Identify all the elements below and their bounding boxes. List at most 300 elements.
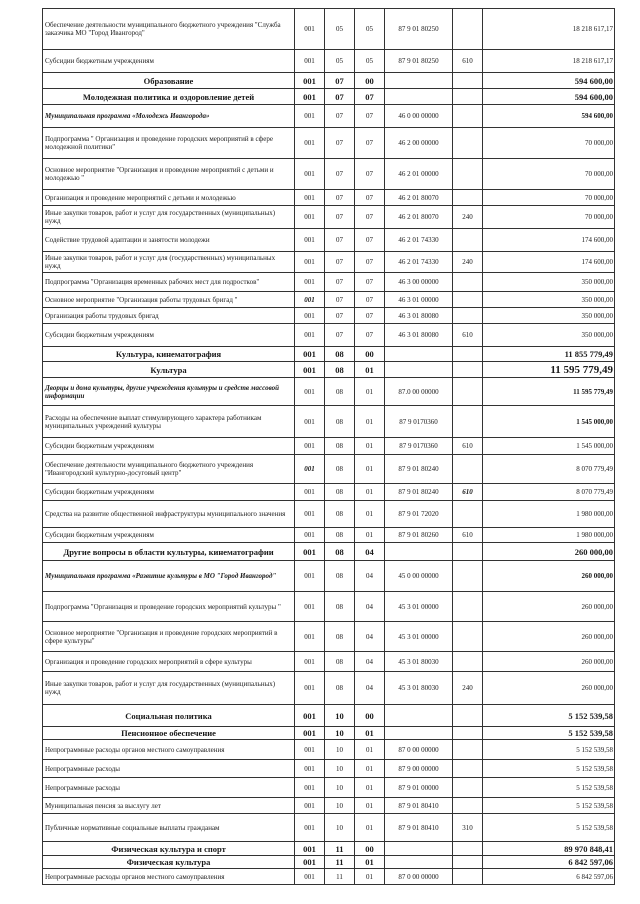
- cell-pr: 01: [355, 455, 385, 484]
- cell-ved: 001: [295, 229, 325, 252]
- cell-csr: 46 3 01 80080: [385, 308, 453, 324]
- cell-vr: [453, 73, 483, 89]
- cell-rz: 05: [325, 50, 355, 73]
- cell-vr: [453, 9, 483, 50]
- cell-vr: [453, 190, 483, 206]
- cell-ved: 001: [295, 760, 325, 778]
- cell-pr: 01: [355, 798, 385, 814]
- cell-amount: 594 600,00: [483, 105, 615, 128]
- cell-pr: 00: [355, 842, 385, 856]
- cell-amount: 5 152 539,58: [483, 778, 615, 798]
- cell-rz: 07: [325, 159, 355, 190]
- cell-rz: 07: [325, 105, 355, 128]
- cell-name: Культура, кинематография: [43, 347, 295, 362]
- cell-amount: 260 000,00: [483, 652, 615, 672]
- cell-ved: 001: [295, 672, 325, 705]
- cell-vr: 610: [453, 324, 483, 347]
- cell-amount: 260 000,00: [483, 592, 615, 622]
- cell-amount: 594 600,00: [483, 73, 615, 89]
- cell-rz: 07: [325, 324, 355, 347]
- cell-rz: 10: [325, 705, 355, 727]
- cell-ved: 001: [295, 50, 325, 73]
- cell-csr: 87 9 01 80260: [385, 528, 453, 543]
- cell-name: Средства на развитие общественной инфраструктуры муниципального значения: [43, 501, 295, 528]
- cell-vr: 610: [453, 438, 483, 455]
- cell-rz: 08: [325, 347, 355, 362]
- cell-amount: 18 218 617,17: [483, 50, 615, 73]
- cell-name: Социальная политика: [43, 705, 295, 727]
- cell-name: Обеспечение деятельности муниципального бюджетного учреждения "Служба заказчика МО "Город Ивангород": [43, 9, 295, 50]
- cell-rz: 08: [325, 543, 355, 561]
- cell-csr: 46 2 00 00000: [385, 128, 453, 159]
- cell-pr: 07: [355, 190, 385, 206]
- table-row: [43, 561, 615, 592]
- cell-amount: 8 070 779,49: [483, 455, 615, 484]
- cell-vr: [453, 543, 483, 561]
- cell-vr: [453, 292, 483, 308]
- cell-vr: [453, 455, 483, 484]
- cell-ved: 001: [295, 528, 325, 543]
- cell-vr: [453, 89, 483, 105]
- cell-rz: 07: [325, 206, 355, 229]
- cell-pr: 00: [355, 73, 385, 89]
- cell-csr: 87 9 0170360: [385, 438, 453, 455]
- cell-csr: 45 3 01 80030: [385, 652, 453, 672]
- cell-amount: 594 600,00: [483, 89, 615, 105]
- cell-name: Непрограммные расходы: [43, 760, 295, 778]
- table-row: [43, 273, 615, 292]
- cell-ved: 001: [295, 308, 325, 324]
- cell-pr: 01: [355, 740, 385, 760]
- table-row: [43, 292, 615, 308]
- cell-vr: [453, 347, 483, 362]
- cell-name: Физическая культура и спорт: [43, 842, 295, 856]
- cell-amount: 260 000,00: [483, 672, 615, 705]
- cell-pr: 07: [355, 206, 385, 229]
- cell-csr: 87 9 01 72020: [385, 501, 453, 528]
- cell-amount: 350 000,00: [483, 273, 615, 292]
- cell-amount: 6 842 597,06: [483, 869, 615, 885]
- cell-pr: 01: [355, 406, 385, 438]
- cell-ved: 001: [295, 89, 325, 105]
- cell-ved: 001: [295, 273, 325, 292]
- cell-rz: 07: [325, 273, 355, 292]
- cell-pr: 04: [355, 652, 385, 672]
- cell-ved: 001: [295, 727, 325, 740]
- cell-vr: [453, 869, 483, 885]
- cell-ved: 001: [295, 362, 325, 378]
- table-row: [43, 378, 615, 406]
- cell-pr: 01: [355, 727, 385, 740]
- cell-ved: 001: [295, 292, 325, 308]
- cell-rz: 10: [325, 814, 355, 842]
- cell-csr: 87 9 00 00000: [385, 760, 453, 778]
- table-row: [43, 229, 615, 252]
- cell-pr: 07: [355, 229, 385, 252]
- cell-csr: 87 9 01 80410: [385, 798, 453, 814]
- cell-pr: 01: [355, 362, 385, 378]
- cell-pr: 07: [355, 292, 385, 308]
- cell-vr: 240: [453, 206, 483, 229]
- cell-amount: 1 545 000,00: [483, 406, 615, 438]
- cell-name: Пенсионное обеспечение: [43, 727, 295, 740]
- cell-pr: 01: [355, 856, 385, 869]
- table-row: [43, 9, 615, 50]
- cell-rz: 07: [325, 128, 355, 159]
- cell-vr: [453, 622, 483, 652]
- cell-amount: 350 000,00: [483, 324, 615, 347]
- cell-csr: 45 3 01 80030: [385, 672, 453, 705]
- table-row: [43, 105, 615, 128]
- cell-rz: 07: [325, 89, 355, 105]
- table-row: [43, 308, 615, 324]
- cell-ved: 001: [295, 705, 325, 727]
- cell-csr: [385, 856, 453, 869]
- cell-csr: 46 3 00 00000: [385, 273, 453, 292]
- table-row: [43, 740, 615, 760]
- cell-pr: 04: [355, 543, 385, 561]
- cell-rz: 07: [325, 292, 355, 308]
- cell-vr: [453, 778, 483, 798]
- cell-name: Муниципальная пенсия за выслугу лет: [43, 798, 295, 814]
- cell-pr: 04: [355, 622, 385, 652]
- cell-vr: [453, 105, 483, 128]
- cell-csr: 87 9 01 80250: [385, 50, 453, 73]
- cell-vr: [453, 842, 483, 856]
- cell-name: Муниципальная программа «Развитие культуры в МО "Город Ивангород": [43, 561, 295, 592]
- cell-amount: 11 595 779,49: [483, 378, 615, 406]
- cell-csr: [385, 73, 453, 89]
- table-row: [43, 543, 615, 561]
- cell-rz: 08: [325, 438, 355, 455]
- cell-pr: 01: [355, 778, 385, 798]
- cell-ved: 001: [295, 543, 325, 561]
- cell-amount: 350 000,00: [483, 292, 615, 308]
- table-row: [43, 128, 615, 159]
- table-row: [43, 190, 615, 206]
- cell-pr: 01: [355, 501, 385, 528]
- cell-name: Дворцы и дома культуры, другие учреждения культуры и средств массовой информации: [43, 378, 295, 406]
- cell-csr: 46 2 01 80070: [385, 190, 453, 206]
- cell-vr: [453, 128, 483, 159]
- table-row: [43, 455, 615, 484]
- cell-name: Подпрограмма " Организация и проведение городских мероприятий в сфере молодежной политики": [43, 128, 295, 159]
- cell-name: Подпрограмма "Организация временных рабочих мест для подростков": [43, 273, 295, 292]
- cell-amount: 5 152 539,58: [483, 798, 615, 814]
- table-row: [43, 438, 615, 455]
- cell-rz: 07: [325, 190, 355, 206]
- table-row: [43, 856, 615, 869]
- cell-pr: 00: [355, 347, 385, 362]
- table-row: [43, 50, 615, 73]
- cell-rz: 08: [325, 455, 355, 484]
- table-row: [43, 89, 615, 105]
- cell-amount: 260 000,00: [483, 622, 615, 652]
- cell-pr: 01: [355, 760, 385, 778]
- cell-name: Культура: [43, 362, 295, 378]
- cell-name: Расходы на обеспечение выплат стимулирующего характера работникам муниципальных учреждений культуры: [43, 406, 295, 438]
- cell-rz: 11: [325, 856, 355, 869]
- cell-name: Иные закупки товаров, работ и услуг для государственных (муниципальных) нужд: [43, 206, 295, 229]
- cell-rz: 08: [325, 406, 355, 438]
- cell-name: Субсидии бюджетным учреждениям: [43, 324, 295, 347]
- table-row: [43, 869, 615, 885]
- cell-csr: 87 9 01 80240: [385, 455, 453, 484]
- cell-vr: [453, 727, 483, 740]
- cell-rz: 07: [325, 73, 355, 89]
- cell-amount: 260 000,00: [483, 561, 615, 592]
- cell-csr: 45 3 01 00000: [385, 592, 453, 622]
- table-row: [43, 727, 615, 740]
- cell-vr: [453, 501, 483, 528]
- cell-name: Субсидии бюджетным учреждениям: [43, 50, 295, 73]
- table-row: [43, 528, 615, 543]
- cell-amount: 11 595 779,49: [483, 362, 615, 378]
- cell-ved: 001: [295, 740, 325, 760]
- cell-ved: 001: [295, 324, 325, 347]
- cell-rz: 08: [325, 622, 355, 652]
- cell-rz: 08: [325, 484, 355, 501]
- cell-name: Физическая культура: [43, 856, 295, 869]
- table-row: [43, 206, 615, 229]
- cell-name: Содействие трудовой адаптации и занятости молодежи: [43, 229, 295, 252]
- cell-vr: [453, 592, 483, 622]
- cell-amount: 70 000,00: [483, 206, 615, 229]
- cell-amount: 1 980 000,00: [483, 528, 615, 543]
- cell-pr: 01: [355, 378, 385, 406]
- cell-rz: 08: [325, 378, 355, 406]
- cell-rz: 10: [325, 760, 355, 778]
- cell-amount: 5 152 539,58: [483, 740, 615, 760]
- table-row: [43, 501, 615, 528]
- cell-rz: 10: [325, 798, 355, 814]
- table-row: [43, 842, 615, 856]
- cell-name: Другие вопросы в области культуры, кинематографии: [43, 543, 295, 561]
- table-row: [43, 778, 615, 798]
- cell-rz: 10: [325, 727, 355, 740]
- cell-rz: 10: [325, 740, 355, 760]
- cell-ved: 001: [295, 159, 325, 190]
- cell-pr: 07: [355, 159, 385, 190]
- table-row: [43, 814, 615, 842]
- cell-ved: 001: [295, 561, 325, 592]
- cell-csr: [385, 705, 453, 727]
- cell-csr: 87 0 00 00000: [385, 869, 453, 885]
- cell-rz: 07: [325, 229, 355, 252]
- cell-vr: 610: [453, 528, 483, 543]
- cell-name: Муниципальная программа «Молодежь Ивангорода»: [43, 105, 295, 128]
- table-row: [43, 622, 615, 652]
- cell-ved: 001: [295, 652, 325, 672]
- cell-vr: [453, 308, 483, 324]
- cell-rz: 08: [325, 528, 355, 543]
- cell-csr: [385, 543, 453, 561]
- cell-vr: [453, 705, 483, 727]
- cell-vr: [453, 760, 483, 778]
- cell-pr: 05: [355, 50, 385, 73]
- cell-ved: 001: [295, 378, 325, 406]
- cell-amount: 1 980 000,00: [483, 501, 615, 528]
- cell-ved: 001: [295, 501, 325, 528]
- cell-ved: 001: [295, 406, 325, 438]
- cell-name: Субсидии бюджетным учреждениям: [43, 528, 295, 543]
- cell-amount: 18 218 617,17: [483, 9, 615, 50]
- cell-csr: 87 9 01 80410: [385, 814, 453, 842]
- cell-vr: 610: [453, 484, 483, 501]
- cell-ved: 001: [295, 252, 325, 273]
- cell-name: Основное мероприятие "Организация и проведение городских мероприятий в сфере культуры": [43, 622, 295, 652]
- cell-amount: 350 000,00: [483, 308, 615, 324]
- cell-pr: 07: [355, 324, 385, 347]
- cell-csr: [385, 347, 453, 362]
- cell-name: Субсидии бюджетным учреждениям: [43, 438, 295, 455]
- cell-ved: 001: [295, 128, 325, 159]
- cell-name: Основное мероприятие "Организация работы трудовых бригад ": [43, 292, 295, 308]
- cell-vr: [453, 856, 483, 869]
- cell-amount: 70 000,00: [483, 128, 615, 159]
- cell-ved: 001: [295, 484, 325, 501]
- cell-csr: 87 0 00 00000: [385, 740, 453, 760]
- cell-amount: 11 855 779,49: [483, 347, 615, 362]
- cell-amount: 89 970 848,41: [483, 842, 615, 856]
- table-row: [43, 73, 615, 89]
- cell-ved: 001: [295, 592, 325, 622]
- cell-amount: 260 000,00: [483, 543, 615, 561]
- cell-vr: 240: [453, 672, 483, 705]
- cell-ved: 001: [295, 455, 325, 484]
- cell-csr: 46 2 01 74330: [385, 229, 453, 252]
- cell-csr: 87 9 01 80250: [385, 9, 453, 50]
- cell-rz: 07: [325, 252, 355, 273]
- cell-rz: 07: [325, 308, 355, 324]
- table-row: [43, 652, 615, 672]
- cell-pr: 01: [355, 438, 385, 455]
- cell-amount: 1 545 000,00: [483, 438, 615, 455]
- cell-pr: 07: [355, 252, 385, 273]
- cell-amount: 5 152 539,58: [483, 705, 615, 727]
- cell-csr: 46 3 01 00000: [385, 292, 453, 308]
- cell-ved: 001: [295, 869, 325, 885]
- cell-ved: 001: [295, 347, 325, 362]
- cell-vr: [453, 159, 483, 190]
- cell-pr: 01: [355, 869, 385, 885]
- cell-csr: [385, 727, 453, 740]
- cell-pr: 00: [355, 705, 385, 727]
- cell-csr: 45 3 01 00000: [385, 622, 453, 652]
- table-row: [43, 362, 615, 378]
- table-row: [43, 484, 615, 501]
- cell-ved: 001: [295, 842, 325, 856]
- cell-ved: 001: [295, 105, 325, 128]
- cell-vr: [453, 740, 483, 760]
- cell-pr: 01: [355, 528, 385, 543]
- table-row: [43, 798, 615, 814]
- cell-vr: 240: [453, 252, 483, 273]
- cell-name: Непрограммные расходы органов местного самоуправления: [43, 740, 295, 760]
- table-row: [43, 760, 615, 778]
- cell-rz: 10: [325, 778, 355, 798]
- cell-ved: 001: [295, 622, 325, 652]
- cell-ved: 001: [295, 73, 325, 89]
- cell-name: Непрограммные расходы: [43, 778, 295, 798]
- cell-amount: 70 000,00: [483, 190, 615, 206]
- cell-amount: 5 152 539,58: [483, 760, 615, 778]
- cell-name: Обеспечение деятельности муниципального бюджетного учреждения "Ивангородский культурно-досуговый центр": [43, 455, 295, 484]
- cell-rz: 08: [325, 561, 355, 592]
- cell-rz: 05: [325, 9, 355, 50]
- cell-csr: 46 2 01 80070: [385, 206, 453, 229]
- cell-vr: [453, 378, 483, 406]
- cell-amount: 70 000,00: [483, 159, 615, 190]
- cell-name: Организация и проведение мероприятий с детьми и молодежью: [43, 190, 295, 206]
- cell-rz: 08: [325, 652, 355, 672]
- cell-amount: 174 600,00: [483, 252, 615, 273]
- cell-pr: 04: [355, 561, 385, 592]
- table-row: [43, 347, 615, 362]
- cell-csr: 46 3 01 80080: [385, 324, 453, 347]
- cell-pr: 07: [355, 128, 385, 159]
- cell-amount: 8 070 779,49: [483, 484, 615, 501]
- cell-rz: 11: [325, 842, 355, 856]
- cell-ved: 001: [295, 9, 325, 50]
- cell-pr: 07: [355, 308, 385, 324]
- table-row: [43, 592, 615, 622]
- table-row: [43, 159, 615, 190]
- cell-ved: 001: [295, 798, 325, 814]
- cell-rz: 08: [325, 501, 355, 528]
- cell-ved: 001: [295, 190, 325, 206]
- cell-vr: [453, 798, 483, 814]
- cell-amount: 174 600,00: [483, 229, 615, 252]
- table-row: [43, 324, 615, 347]
- cell-pr: 07: [355, 89, 385, 105]
- cell-csr: 87.0 00 00000: [385, 378, 453, 406]
- cell-csr: 46 0 00 00000: [385, 105, 453, 128]
- cell-csr: 87 9 01 00000: [385, 778, 453, 798]
- cell-csr: 46 2 01 00000: [385, 159, 453, 190]
- cell-name: Иные закупки товаров, работ и услуг для государственных (муниципальных) нужд: [43, 672, 295, 705]
- cell-name: Молодежная политика и оздоровление детей: [43, 89, 295, 105]
- cell-rz: 11: [325, 869, 355, 885]
- cell-ved: 001: [295, 206, 325, 229]
- cell-csr: 87 9 0170360: [385, 406, 453, 438]
- cell-amount: 6 842 597,06: [483, 856, 615, 869]
- cell-rz: 08: [325, 672, 355, 705]
- cell-name: Организация и проведение городских мероприятий в сфере культуры: [43, 652, 295, 672]
- cell-amount: 5 152 539,58: [483, 814, 615, 842]
- cell-name: Публичные нормативные социальные выплаты гражданам: [43, 814, 295, 842]
- cell-csr: [385, 89, 453, 105]
- cell-vr: 310: [453, 814, 483, 842]
- cell-csr: 46 2 01 74330: [385, 252, 453, 273]
- cell-name: Подпрограмма "Организация и проведение городских мероприятий культуры ": [43, 592, 295, 622]
- cell-name: Основное мероприятие "Организация и проведение мероприятий с детьми и молодежью ": [43, 159, 295, 190]
- cell-vr: [453, 273, 483, 292]
- cell-vr: [453, 229, 483, 252]
- cell-vr: [453, 652, 483, 672]
- cell-csr: [385, 842, 453, 856]
- cell-name: Иные закупки товаров, работ и услуг для (государственных) муниципальных нужд: [43, 252, 295, 273]
- cell-pr: 07: [355, 105, 385, 128]
- cell-name: Образование: [43, 73, 295, 89]
- cell-name: Непрограммные расходы органов местного самоуправления: [43, 869, 295, 885]
- cell-pr: 05: [355, 9, 385, 50]
- cell-vr: 610: [453, 50, 483, 73]
- cell-pr: 01: [355, 484, 385, 501]
- cell-amount: 5 152 539,58: [483, 727, 615, 740]
- cell-pr: 01: [355, 814, 385, 842]
- cell-rz: 08: [325, 362, 355, 378]
